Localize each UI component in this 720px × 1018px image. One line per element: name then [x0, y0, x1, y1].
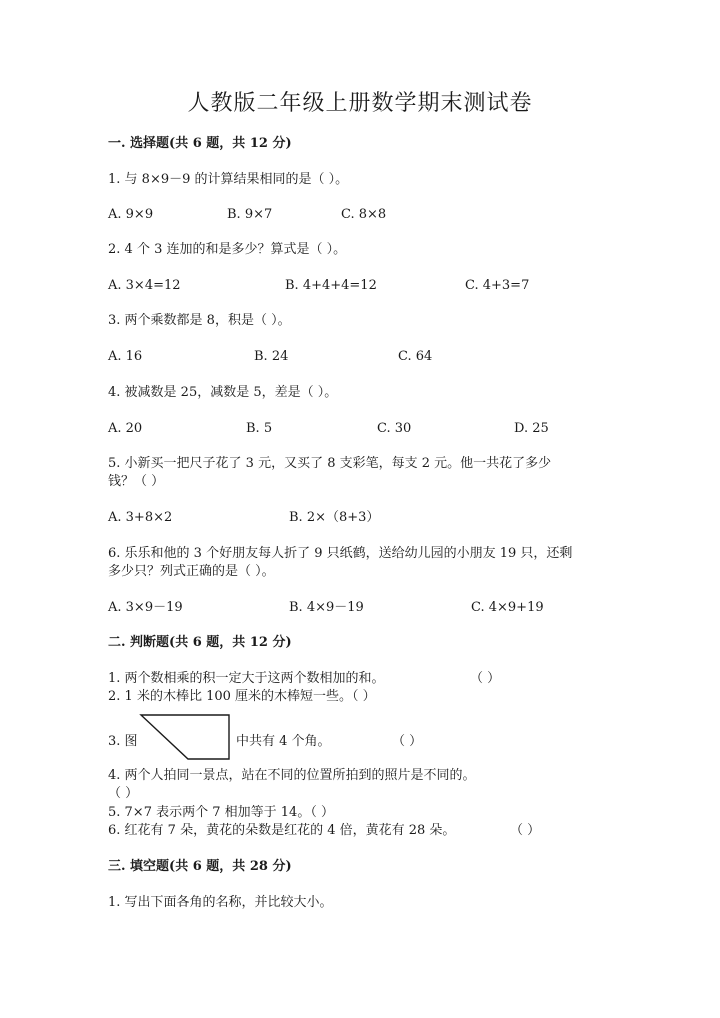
judge-item: 1. 两个数相乘的积一定大于这两个数相加的和。: [108, 671, 385, 686]
question-stem-cont: 多少只？列式正确的是（ ）。: [108, 564, 275, 579]
option-b: B. 4×9－19: [289, 600, 364, 615]
judge-item: 6. 红花有 7 朵，黄花的朵数是红花的 4 倍，黄花有 28 朵。: [108, 823, 456, 838]
question-stem: 4. 被减数是 25，减数是 5，差是（ ）。: [108, 385, 338, 400]
option-b: B. 4+4+4=12: [285, 278, 377, 293]
answer-paren: （ ）: [392, 734, 423, 749]
option-c: C. 64: [398, 349, 433, 364]
answer-paren: （ ）: [108, 786, 139, 801]
judge-item: 2. 1 米的木棒比 100 厘米的木棒短一些。（ ）: [108, 689, 376, 704]
question-stem: 2. 4 个 3 连加的和是多少？算式是（ ）。: [108, 242, 347, 257]
section-heading-fill: 三. 填空题(共 6 题，共 28 分): [108, 859, 292, 874]
fill-item: 1. 写出下面各角的名称，并比较大小。: [108, 895, 333, 910]
judge-item-suffix: 中共有 4 个角。: [236, 734, 331, 749]
quadrilateral-figure: [138, 713, 234, 763]
judge-item: 5. 7×7 表示两个 7 相加等于 14。（ ）: [108, 805, 334, 820]
option-c: C. 4+3=7: [465, 278, 530, 293]
option-d: D. 25: [514, 421, 549, 436]
answer-paren: （ ）: [470, 671, 501, 686]
question-stem: 1. 与 8×9－9 的计算结果相同的是（ ）。: [108, 172, 349, 187]
option-a: A. 9×9: [108, 207, 154, 222]
section-heading-judge: 二. 判断题(共 6 题，共 12 分): [108, 635, 292, 650]
option-b: B. 5: [246, 421, 273, 436]
option-a: A. 3×9－19: [108, 600, 183, 615]
question-stem: 6. 乐乐和他的 3 个好朋友每人折了 9 只纸鹤，送给幼儿园的小朋友 19 只，还剩: [108, 546, 573, 561]
section-heading-choice: 一. 选择题(共 6 题，共 12 分): [108, 136, 292, 151]
option-c: C. 30: [377, 421, 412, 436]
judge-item-prefix: 3. 图: [108, 734, 138, 749]
option-a: A. 3×4=12: [108, 278, 181, 293]
question-stem-cont: 钱？（ ）: [108, 474, 165, 489]
option-b: B. 24: [254, 349, 289, 364]
question-stem: 5. 小新买一把尺子花了 3 元，又买了 8 支彩笔，每支 2 元。他一共花了多少: [108, 456, 552, 471]
option-a: A. 20: [108, 421, 143, 436]
option-b: B. 9×7: [227, 207, 273, 222]
option-a: A. 16: [108, 349, 143, 364]
question-stem: 3. 两个乘数都是 8，积是（ ）。: [108, 313, 291, 328]
option-a: A. 3+8×2: [108, 510, 173, 525]
page-title: 人教版二年级上册数学期末测试卷: [187, 91, 533, 116]
option-b: B. 2×（8+3）: [289, 510, 380, 525]
judge-item: 4. 两个人拍同一景点，站在不同的位置所拍到的照片是不同的。: [108, 768, 476, 783]
option-c: C. 8×8: [341, 207, 387, 222]
option-c: C. 4×9+19: [471, 600, 544, 615]
answer-paren: （ ）: [510, 823, 541, 838]
